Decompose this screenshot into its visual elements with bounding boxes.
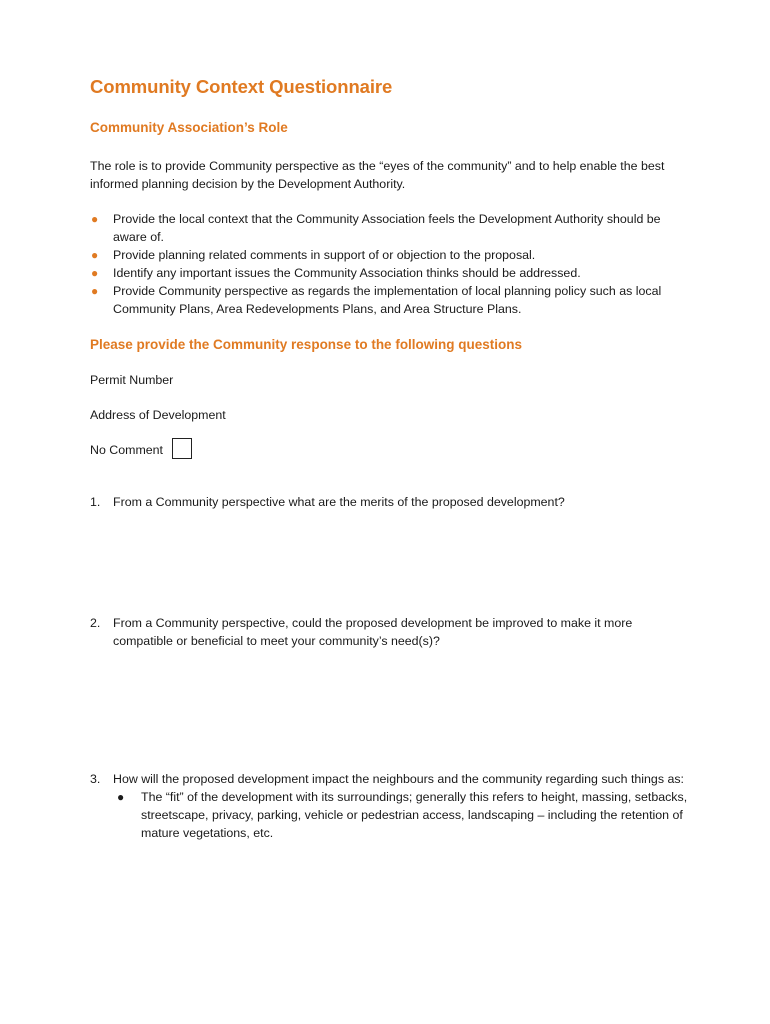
list-item-text: Identify any important issues the Community Association thinks should be addressed. [113,266,581,280]
role-bullet-list [90,210,690,318]
role-intro: The role is to provide Community perspective as the “eyes of the community” and to help enable the best informed planning decision by the Development Authority. [90,159,665,191]
list-item [113,788,690,842]
no-comment-label: No Comment [90,443,163,457]
question-3-sub-list [113,788,690,842]
page-title: Community Context Questionnaire [90,76,393,97]
answer-area-1[interactable] [113,520,673,610]
question-number: 1. [90,495,101,509]
orange-bullet-icon: ● [91,212,99,226]
answer-area-3[interactable] [113,870,673,1000]
black-bullet-icon: ● [117,790,125,804]
response-heading: Please provide the Community response to the following questions [90,337,523,352]
question-text: From a Community perspective what are the merits of the proposed development? [113,495,565,509]
no-comment-checkbox[interactable] [172,438,192,459]
list-item [90,264,690,282]
orange-bullet-icon: ● [91,284,99,298]
question-1 [90,493,690,511]
permit-number-label: Permit Number [90,373,174,387]
question-text: From a Community perspective, could the proposed development be improved to make it more compatible or beneficial to meet your community’s need(s)? [113,616,633,648]
question-number: 2. [90,616,101,630]
list-item [90,246,690,264]
list-item-text: Provide Community perspective as regards the implementation of local planning policy such as local Community Plans, Area Redevelopments Plans, and Area Structure Plans. [113,284,662,316]
question-text: How will the proposed development impact the neighbours and the community regarding such things as: [113,772,684,786]
list-item-text: Provide the local context that the Community Association feels the Development Authority should be aware of. [113,212,661,244]
question-3 [90,770,690,842]
list-item-text: The “fit” of the development with its surroundings; generally this refers to height, massing, setbacks, streetscape, privacy, parking, vehicle or pedestrian access, landscaping – including the retention of mature vegetations, etc. [141,790,688,840]
orange-bullet-icon: ● [91,248,99,262]
question-number: 3. [90,772,101,786]
question-2 [90,614,690,650]
role-heading: Community Association’s Role [90,120,288,135]
answer-area-2[interactable] [113,660,673,765]
list-item-text: Provide planning related comments in support of or objection to the proposal. [113,248,536,262]
address-label: Address of Development [90,408,226,422]
orange-bullet-icon: ● [91,266,99,280]
list-item [90,210,690,246]
list-item [90,282,690,318]
